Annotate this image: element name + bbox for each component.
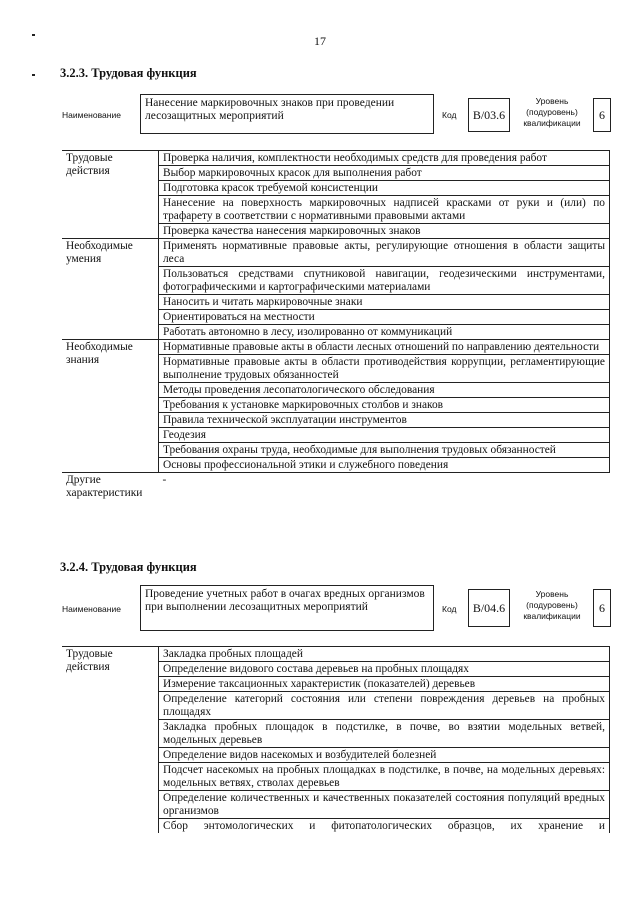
list-item: Выбор маркировочных красок для выполнения работ [159, 166, 610, 181]
function-name: Проведение учетных работ в очагах вредных организмов при выполнении лесозащитных мероприятий [140, 585, 434, 631]
level-value: 6 [593, 589, 611, 627]
table-row [62, 647, 610, 662]
page-number: 17 [314, 34, 326, 48]
category-label: Другие характеристики [62, 473, 159, 501]
list-item: Определение категорий состояния или степени повреждения деревьев на пробных площадях [159, 692, 610, 720]
function-table [62, 150, 610, 500]
list-item: Методы проведения лесопатологического обследования [159, 383, 610, 398]
code-label: Код [442, 604, 457, 614]
list-item: Пользоваться средствами спутниковой навигации, геодезическими инструментами, фотографическими и картографическими материалами [159, 267, 610, 295]
table-row [62, 340, 610, 355]
list-item: Закладка пробных площадок в подстилке, в почве, во взятии модельных ветвей, модельных деревьев [159, 720, 610, 748]
section-title: 3.2.4. Трудовая функция [60, 560, 197, 574]
list-item: Основы профессиональной этики и служебного поведения [159, 458, 610, 473]
section-title: 3.2.3. Трудовая функция [60, 66, 197, 80]
list-item: Определение количественных и качественных показателей состояния популяций вредных организмов [159, 791, 610, 819]
list-item: Наносить и читать маркировочные знаки [159, 295, 610, 310]
function-header [62, 585, 620, 631]
list-item: Нанесение на поверхность маркировочных надписей красками от руки и (или) по трафарету в соответствии с нормативными правовыми актами [159, 196, 610, 224]
list-item: Работать автономно в лесу, изолированно от коммуникаций [159, 325, 610, 340]
list-item: Сбор энтомологических и фитопатологических образцов, их хранение и [159, 819, 610, 834]
list-item: Геодезия [159, 428, 610, 443]
function-name: Нанесение маркировочных знаков при проведении лесозащитных мероприятий [140, 94, 434, 134]
list-item: Подготовка красок требуемой консистенции [159, 181, 610, 196]
list-item: Определение видов насекомых и возбудителей болезней [159, 748, 610, 763]
function-code: B/03.6 [468, 98, 510, 132]
list-item: Подсчет насекомых на пробных площадках в подстилке, в почве, на модельных деревьях: модельных ветвях, стволах деревьев [159, 763, 610, 791]
code-label: Код [442, 110, 457, 120]
level-label: Уровень (подуровень) квалификации [523, 589, 581, 621]
list-item: Применять нормативные правовые акты, регулирующие отношения в области защиты леса [159, 239, 610, 267]
table-row [62, 239, 610, 267]
list-item: Ориентироваться на местности [159, 310, 610, 325]
list-item: Проверка наличия, комплектности необходимых средств для проведения работ [159, 151, 610, 166]
list-item: Проверка качества нанесения маркировочных знаков [159, 224, 610, 239]
name-label: Наименование [62, 604, 121, 614]
list-item: Требования к установке маркировочных столбов и знаков [159, 398, 610, 413]
category-label: Необходимые знания [62, 340, 159, 473]
name-label: Наименование [62, 110, 121, 120]
list-item: Нормативные правовые акты в области противодействия коррупции, регламентирующие выполнение трудовых обязанностей [159, 355, 610, 383]
function-code: B/04.6 [468, 589, 510, 627]
list-item: Закладка пробных площадей [159, 647, 610, 662]
level-value: 6 [593, 98, 611, 132]
list-item: Нормативные правовые акты в области лесных отношений по направлению деятельности [159, 340, 610, 355]
table-row [62, 151, 610, 166]
list-item: Правила технической эксплуатации инструментов [159, 413, 610, 428]
list-item: Требования охраны труда, необходимые для выполнения трудовых обязанностей [159, 443, 610, 458]
category-label: Трудовые действия [62, 151, 159, 239]
table-row [62, 473, 610, 501]
category-label: Трудовые действия [62, 647, 159, 834]
category-label: Необходимые умения [62, 239, 159, 340]
scan-mark [32, 34, 35, 36]
list-item: Определение видового состава деревьев на пробных площадях [159, 662, 610, 677]
function-header [62, 94, 620, 134]
level-label: Уровень (подуровень) квалификации [523, 96, 581, 128]
list-item: Измерение таксационных характеристик (показателей) деревьев [159, 677, 610, 692]
function-table [62, 646, 610, 833]
scan-mark [32, 74, 35, 76]
list-item: - [159, 473, 610, 501]
